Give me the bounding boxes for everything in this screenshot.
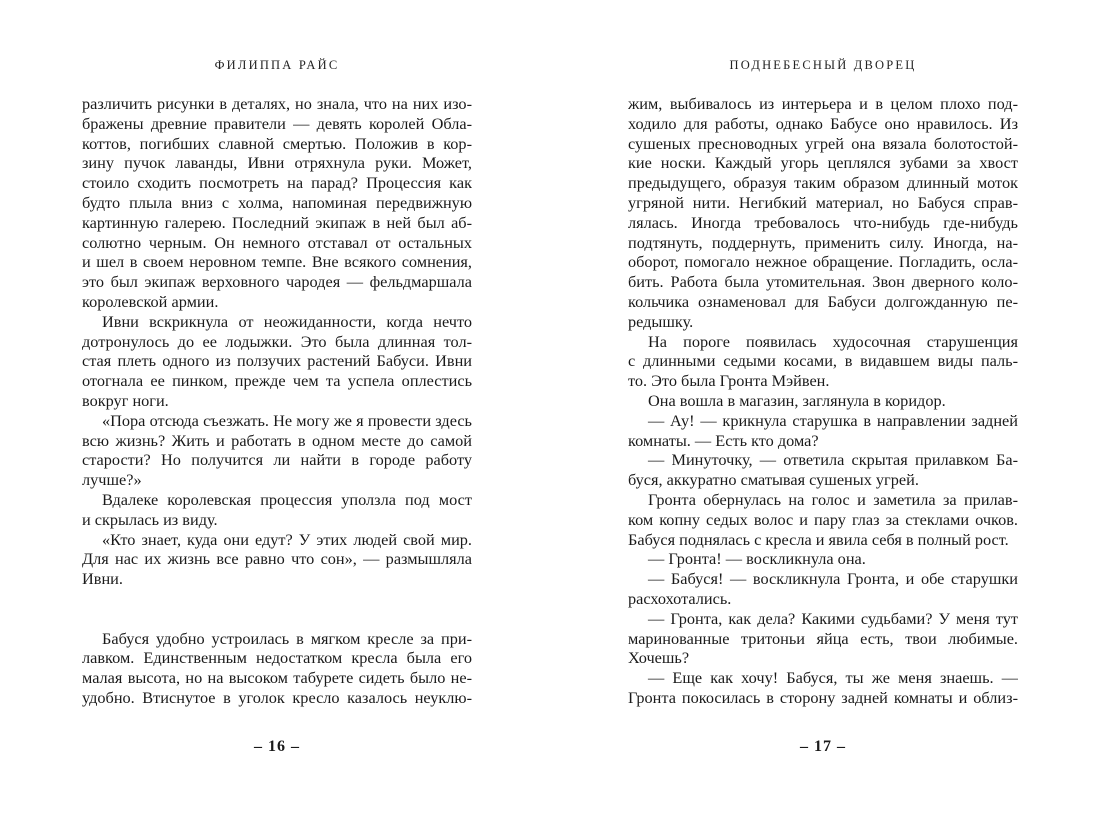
- text-line: — Минуточку, — ответила скрытая прилавком Ба-: [648, 450, 1018, 470]
- text-line: малая высота, но на высоком табурете сидеть было не-: [82, 668, 472, 688]
- text-line: Вдалеке королевская процессия уползла под мост: [102, 489, 472, 509]
- text-line: Для нас их жизнь все равно что сон», — размышляла: [82, 549, 472, 569]
- text-line: бить. Работа была утомительная. Звон дверного коло-: [628, 272, 1018, 292]
- left-page: [82, 0, 472, 825]
- text-line: старости? Но получится ли найти в городе работу: [82, 450, 472, 470]
- text-line: и шел в своем неровном темпе. Вне всякого сомнения,: [82, 252, 472, 272]
- right-page: [628, 0, 1018, 825]
- text-line: Ивни вскрикнула от неожиданности, когда нечто: [102, 311, 472, 331]
- text-line: стоило сходить посмотреть на парад? Процессия как: [82, 173, 472, 193]
- text-line: редышку.: [628, 311, 694, 331]
- text-line: [82, 589, 472, 609]
- text-line: На пороге появилась худосочная старушенция: [648, 331, 1018, 351]
- text-line: это был экипаж верховного чародея — фельдмаршала: [82, 272, 472, 292]
- text-line: буся, аккуратно сматывая сушеных угрей.: [628, 470, 919, 490]
- text-line: Гронта покосилась в сторону задней комнаты и облиз-: [628, 687, 1018, 707]
- text-line: — Бабуся! — воскликнула Гронта, и обе старушки: [648, 569, 1018, 589]
- text-line: лялась. Иногда требовалось что-нибудь где-нибудь: [628, 212, 1018, 232]
- running-head-author: ФИЛИППА РАЙС: [214, 58, 340, 72]
- text-line: — Еще как хочу! Бабуся, ты же меня знаешь. —: [648, 668, 1018, 688]
- text-line: жим, выбивалось из интерьера и в целом плохо под-: [628, 94, 1018, 113]
- text-line: картинную галерею. Последний экипаж в ней был аб-: [82, 212, 472, 232]
- text-line: ком копну седых волос и пару глаз за стеклами очков.: [628, 509, 1018, 529]
- text-line: оборот, помогало нежное обращение. Погладить, осла-: [628, 252, 1018, 272]
- text-line: будто плыла вниз с холма, напоминая передвижную: [82, 192, 472, 212]
- text-line: — Ау! — крикнула старушка в направлении задней: [648, 410, 1018, 430]
- text-line: комнаты. — Есть кто дома?: [628, 430, 819, 450]
- text-line: коттов, погибших славной смертью. Положив в кор-: [82, 133, 472, 153]
- text-line: Гронта обернулась на голос и заметила за прилав-: [648, 489, 1018, 509]
- text-line: маринованные тритоньи яйца есть, твои любимые.: [628, 628, 1018, 648]
- text-line: королевской армии.: [82, 291, 219, 311]
- text-line: лавком. Единственным недостатком кресла была его: [82, 648, 472, 668]
- text-line: то. Это была Гронта Мэйвен.: [628, 371, 830, 391]
- text-line: угряной нити. Негибкий материал, но Бабуся справ-: [628, 192, 1018, 212]
- text-line: ходило для работы, однако Бабусе оно нравилось. Из: [628, 113, 1018, 133]
- text-line: всю жизнь? Жить и работать в одном месте до самой: [82, 430, 472, 450]
- page-number-left: – 16 –: [254, 738, 300, 755]
- text-line: удобно. Втиснутое в уголок кресло казалось неуклю-: [82, 687, 472, 707]
- page-number-right: – 17 –: [800, 738, 846, 755]
- text-line: Ивни.: [82, 569, 123, 589]
- text-line: кие носки. Каждый угорь цеплялся зубами за хвост: [628, 153, 1018, 173]
- running-head-title: ПОДНЕБЕСНЫЙ ДВОРЕЦ: [729, 58, 917, 72]
- text-line: с длинными седыми косами, в видавшем виды паль-: [628, 351, 1018, 371]
- text-line: — Гронта, как дела? Какими судьбами? У меня тут: [648, 608, 1018, 628]
- text-line: лучше?»: [82, 470, 142, 490]
- text-line: «Кто знает, куда они едут? У этих людей свой мир.: [102, 529, 472, 549]
- text-line: дотронулось до ее лодыжки. Это была длинная тол-: [82, 331, 472, 351]
- right-page-text: [628, 94, 1018, 708]
- text-line: расхохотались.: [628, 588, 732, 608]
- text-line: зину пучок лаванды, Ивни отряхнула руки. Может,: [82, 153, 472, 173]
- text-line: отогнала ее пинком, прежде чем та успела оплестись: [82, 371, 472, 391]
- text-line: предыдущего, образуя таким образом длинный моток: [628, 173, 1018, 193]
- text-line: «Пора отсюда съезжать. Не могу же я провести здесь: [102, 410, 472, 430]
- text-line: солютно черным. Он немного отставал от остальных: [82, 232, 472, 252]
- text-line: различить рисунки в деталях, но знала, что на них изо-: [82, 94, 472, 113]
- text-line: Бабуся поднялась с кресла и явила себя в полный рост.: [628, 529, 1009, 549]
- text-line: — Гронта! — воскликнула она.: [648, 549, 866, 569]
- text-line: Хочешь?: [628, 648, 690, 668]
- text-line: кольчика ознаменовал для Бабуси долгожданную пе-: [628, 291, 1018, 311]
- text-line: стая плеть одного из ползучих растений Бабуси. Ивни: [82, 351, 472, 371]
- text-line: Она вошла в магазин, заглянула в коридор.: [648, 390, 946, 410]
- left-page-text: [82, 94, 472, 708]
- text-line: вокруг ноги.: [82, 390, 169, 410]
- text-line: и скрылась из виду.: [82, 509, 218, 529]
- text-line: Бабуся удобно устроилась в мягком кресле за при-: [102, 628, 472, 648]
- text-line: подтянуть, поддернуть, применить силу. Иногда, на-: [628, 232, 1018, 252]
- text-line: [82, 609, 472, 629]
- text-line: бражены древние правители — девять королей Обла-: [82, 113, 472, 133]
- text-line: сушеных пресноводных угрей она вязала болотостой-: [628, 133, 1018, 153]
